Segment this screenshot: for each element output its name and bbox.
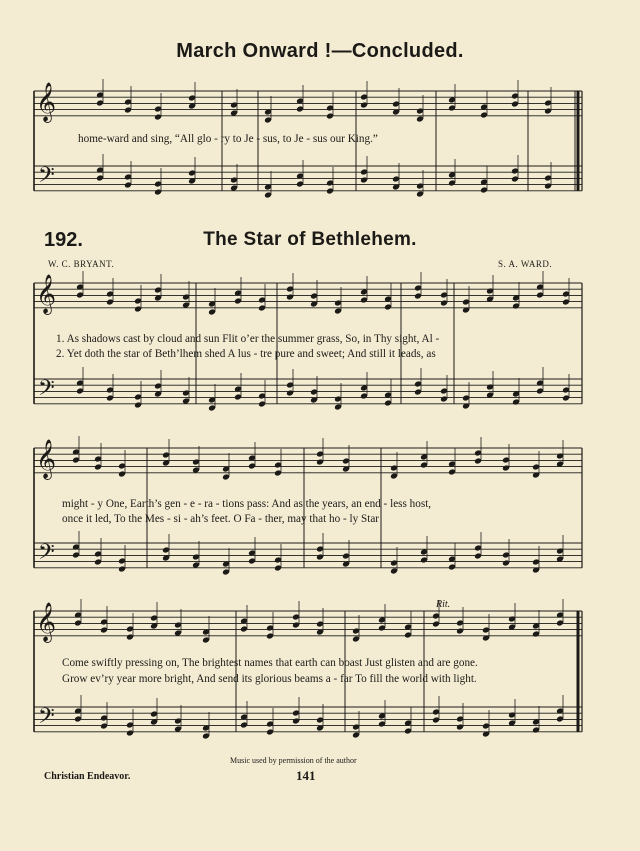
- hymn-number: 192.: [44, 229, 83, 251]
- source-credit: Christian Endeavor.: [44, 771, 131, 782]
- verse2-line1: 2. Yet doth the star of Beth’lhem shed A lus - tre pure and sweet; And still it leads, as: [56, 348, 436, 360]
- bass-clef: 𝄢: [38, 163, 55, 193]
- treble-clef: 𝄞: [36, 602, 57, 642]
- music-credit: S. A. WARD.: [498, 259, 553, 269]
- page-number: 141: [296, 768, 316, 783]
- section-title: March Onward !—Concluded.: [176, 40, 464, 62]
- verse1-line2: might - y One, Earth’s gen - e - ra - tions pass: And as the years, an end - less host,: [62, 498, 432, 510]
- march-onward-lyric: home-ward and sing, “All glo - ry to Je - sus, to Je - sus our King.”: [78, 133, 378, 145]
- bass-clef: 𝄢: [38, 704, 55, 734]
- treble-clef: 𝄞: [36, 82, 57, 122]
- permission-note: Music used by permission of the author: [230, 756, 357, 765]
- tempo-marking: Rit.: [436, 599, 451, 610]
- words-credit: W. C. BRYANT.: [48, 259, 115, 269]
- verse2-line2: once it led, To the Mes - si - ah’s feet. O Fa - ther, may that ho - ly Star: [62, 513, 380, 525]
- verse2-line3: Grow ev’ry year more bright, And send its glorious beams a - far To fill the world with light.: [62, 673, 477, 685]
- treble-clef: 𝄞: [36, 439, 57, 479]
- verse1-line1: 1. As shadows cast by cloud and sun Flit o’er the summer grass, So, in Thy sight, Al -: [56, 333, 440, 345]
- verse1-line3: Come swiftly pressing on, The brightest names that earth can boast Just glisten and are gone.: [62, 657, 478, 669]
- treble-clef: 𝄞: [36, 274, 57, 314]
- hymn-title: The Star of Bethlehem.: [203, 229, 417, 250]
- bass-clef: 𝄢: [38, 540, 55, 570]
- bass-clef: 𝄢: [38, 376, 55, 406]
